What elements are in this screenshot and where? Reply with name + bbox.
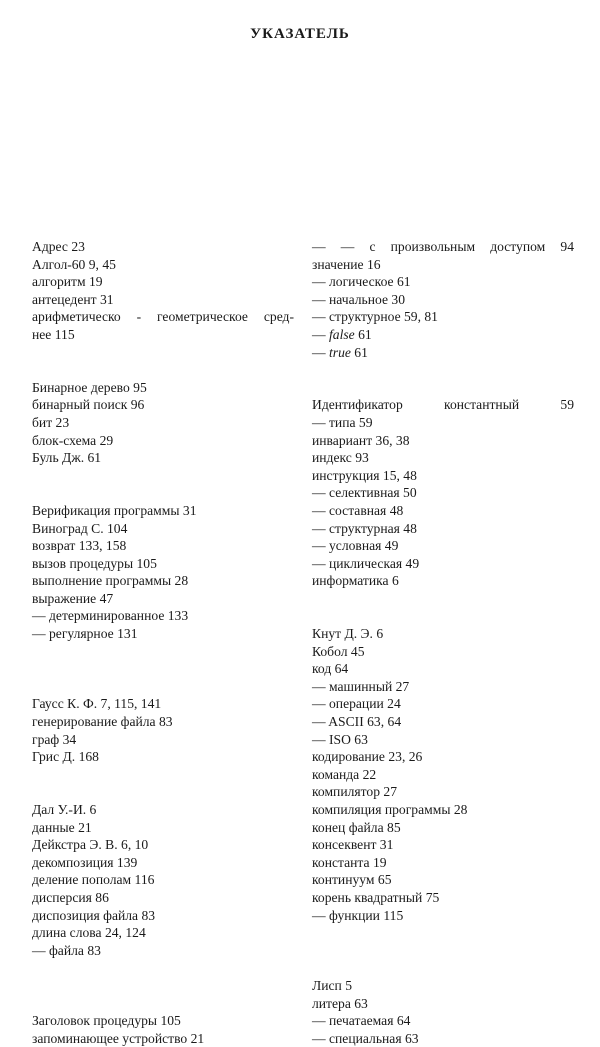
- index-entry: деление пополам 116: [32, 872, 155, 888]
- index-entry: — детерминированное 133: [32, 608, 189, 624]
- index-entry: Адрес 23: [32, 239, 85, 254]
- index-entry: — — с произвольным доступом 94: [312, 239, 574, 254]
- index-entry: Виноград С. 104: [32, 520, 128, 536]
- index-entry: инвариант 36, 38: [312, 432, 410, 448]
- index-entry: компилятор 27: [312, 784, 397, 800]
- index-entry: Буль Дж. 61: [32, 450, 102, 466]
- index-entry: кодирование 23, 26: [312, 749, 423, 765]
- index-group: [312, 625, 574, 924]
- index-entry: Алгол-60 9, 45: [32, 256, 116, 272]
- entry-page-number: 61: [350, 344, 368, 360]
- index-group: [312, 238, 574, 361]
- index-entry: [312, 326, 574, 344]
- index-column-right: [312, 238, 574, 1047]
- index-entry: Бинарное дерево 95: [32, 379, 147, 395]
- index-entry: выражение 47: [32, 590, 114, 606]
- index-entry: Грис Д. 168: [32, 749, 99, 765]
- index-entry: — ASCII 63, 64: [312, 714, 402, 730]
- index-entry: декомпозиция 139: [32, 854, 138, 870]
- index-entry: конец файла 85: [312, 819, 401, 835]
- index-entry: консеквент 31: [312, 837, 394, 853]
- index-entry: [312, 344, 574, 362]
- entry-page-number: 61: [354, 326, 372, 342]
- index-entry: антецедент 31: [32, 291, 114, 307]
- index-entry: — логическое 61: [312, 274, 411, 290]
- index-group: [32, 238, 294, 344]
- entry-prefix: —: [312, 326, 329, 342]
- index-entry: — файла 83: [32, 942, 101, 958]
- index-entry: — селективная 50: [312, 485, 417, 501]
- index-group: [32, 695, 294, 765]
- index-entry: — начальное 30: [312, 291, 405, 307]
- index-entry: выполнение программы 28: [32, 573, 189, 589]
- index-entry: — машинный 27: [312, 678, 410, 694]
- index-entry: — функции 115: [312, 907, 404, 923]
- index-group: [32, 502, 294, 643]
- index-entry: континуум 65: [312, 872, 392, 888]
- index-column-left: [32, 238, 294, 1047]
- index-entry: нее 115: [32, 326, 75, 342]
- index-entry: код 64: [312, 661, 349, 677]
- index-entry: Лисп 5: [312, 977, 352, 993]
- index-entry: бинарный поиск 96: [32, 397, 145, 413]
- index-entry: длина слова 24, 124: [32, 925, 146, 941]
- index-group: [312, 977, 574, 1047]
- index-entry: Кобол 45: [312, 643, 365, 659]
- index-entry: Идентификатор константный 59: [312, 397, 574, 413]
- index-entry: — операции 24: [312, 696, 401, 712]
- index-entry: — регулярное 131: [32, 626, 138, 642]
- index-entry: — структурная 48: [312, 520, 417, 536]
- index-entry: дисперсия 86: [32, 889, 109, 905]
- index-entry: Дал У.-И. 6: [32, 802, 97, 818]
- index-group: [32, 1012, 294, 1047]
- index-entry: команда 22: [312, 766, 377, 782]
- index-entry: генерирование файла 83: [32, 714, 173, 730]
- index-entry: бит 23: [32, 414, 70, 430]
- index-entry: индекс 93: [312, 450, 369, 466]
- index-entry: — типа 59: [312, 414, 373, 430]
- index-entry: информатика 6: [312, 573, 399, 589]
- index-entry: — структурное 59, 81: [312, 309, 438, 325]
- index-entry: данные 21: [32, 819, 92, 835]
- entry-italic-term: true: [329, 344, 351, 360]
- index-entry: арифметическо - геометрическое сред-: [32, 309, 294, 325]
- index-entry: вызов процедуры 105: [32, 555, 157, 571]
- index-entry: корень квадратный 75: [312, 889, 440, 905]
- index-entry: — специальная 63: [312, 1030, 419, 1046]
- index-group: [312, 396, 574, 590]
- index-entry: Верификация программы 31: [32, 502, 197, 518]
- index-entry: диспозиция файла 83: [32, 907, 156, 923]
- index-entry: Кнут Д. Э. 6: [312, 626, 384, 642]
- index-entry: возврат 133, 158: [32, 538, 127, 554]
- index-entry: Гаусс К. Ф. 7, 115, 141: [32, 696, 162, 712]
- entry-italic-term: false: [329, 326, 355, 342]
- index-entry: — составная 48: [312, 502, 404, 518]
- index-entry: Заголовок процедуры 105: [32, 1013, 181, 1029]
- index-entry: литера 63: [312, 995, 368, 1011]
- page-title: УКАЗАТЕЛЬ: [250, 26, 350, 42]
- index-entry: — печатаемая 64: [312, 1013, 411, 1029]
- index-group: [32, 379, 294, 467]
- index-entry: алгоритм 19: [32, 274, 103, 290]
- index-entry: значение 16: [312, 256, 381, 272]
- index-entry: граф 34: [32, 731, 77, 747]
- index-entry: — циклическая 49: [312, 555, 420, 571]
- index-entry: компиляция программы 28: [312, 802, 468, 817]
- entry-prefix: —: [312, 344, 329, 360]
- index-entry: константа 19: [312, 854, 387, 870]
- index-entry: инструкция 15, 48: [312, 467, 417, 483]
- index-group: [32, 801, 294, 959]
- index-entry: запоминающее устройство 21: [32, 1030, 205, 1046]
- index-entry: блок-схема 29: [32, 432, 114, 448]
- index-entry: — условная 49: [312, 538, 399, 554]
- index-entry: Дейкстра Э. В. 6, 10: [32, 837, 149, 853]
- index-entry: — ISO 63: [312, 731, 368, 747]
